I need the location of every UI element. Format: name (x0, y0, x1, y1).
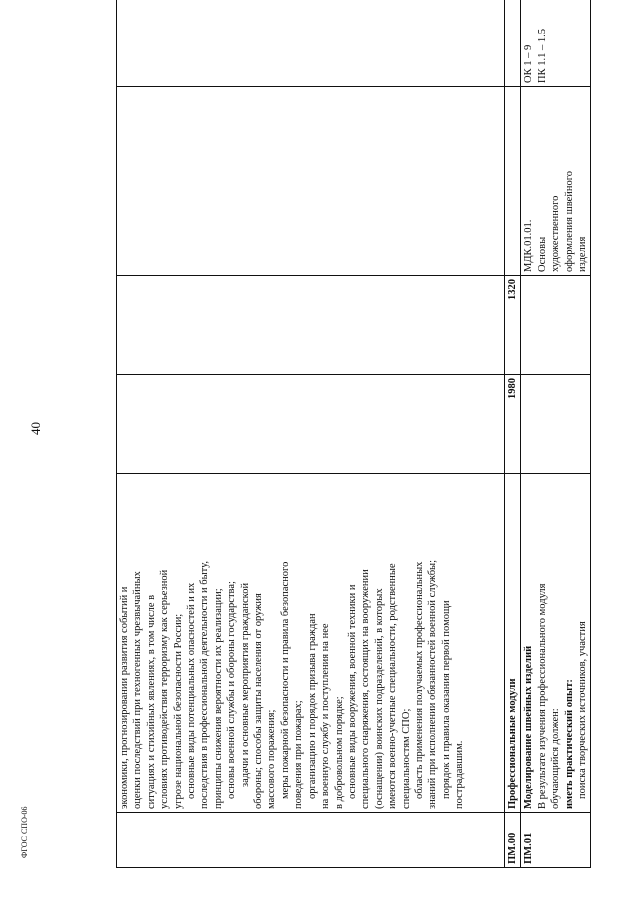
footer-code: ФГОС СПО-06 (20, 806, 29, 858)
pm00-code: ПМ.00 (505, 813, 521, 868)
content-line: обучающийся должен: (550, 708, 562, 809)
content-line: знаний при исполнении обязанностей военной службы; (427, 559, 439, 809)
content-line: в добровольном порядке; (333, 696, 345, 809)
content-line: принципы снижения вероятности их реализации; (212, 588, 224, 809)
content-line: организацию и порядок призыва граждан (306, 613, 318, 799)
pm00-hours-class: 1320 (505, 276, 521, 375)
table-row-top (117, 0, 505, 868)
pm00-title: Профессиональные модули (505, 474, 521, 813)
content-line: пострадавшим. (454, 740, 466, 809)
content-line: основные виды вооружения, военной техники и (346, 584, 358, 799)
content-line: имеются военно-учетные специальности, родственные (387, 563, 399, 809)
content-line: ситуациях и стихийных явлениях, в том числе в (145, 594, 157, 809)
content-line: порядок и правила оказания первой помощи (440, 600, 452, 799)
pm01-subhead: иметь практический опыт: (563, 679, 575, 809)
pm00-competencies (505, 0, 521, 87)
content-line: задачи и основные мероприятия гражданской (239, 582, 251, 787)
content-line: последствия в профессиональной деятельности и быту, (199, 561, 211, 809)
table-cell-hours-max (117, 375, 505, 474)
mdk-line: МДК.01.01. (523, 219, 535, 272)
content-line: специального снаряжения, состоящих на вооружении (360, 569, 372, 809)
content-line: В результате изучения профессионального модуля (536, 583, 548, 809)
table-cell-code (117, 813, 505, 868)
pm01-competencies (521, 0, 591, 87)
pm00-hours-max: 1980 (505, 375, 521, 474)
content-line: угрозе национальной безопасности России; (172, 613, 184, 809)
table-cell-mdk (117, 87, 505, 276)
table-cell-competencies (117, 0, 505, 87)
pm01-content (521, 474, 591, 813)
content-line: условиях противодействия терроризму как серьезной (159, 569, 171, 809)
competency-line: ПК 1.1 – 1.5 (536, 29, 548, 83)
content-line: на военную службу и поступления на нее (320, 623, 332, 809)
content-line: обороны; способы защиты населения от оружия (253, 593, 265, 809)
content-line: специальностям СПО; (400, 708, 412, 809)
content-line: массового поражения; (266, 709, 278, 809)
content-line: экономики, прогнозировании развития событий и (119, 586, 130, 809)
table-row-pm01 (521, 0, 591, 868)
content-line: основные виды потенциальных опасностей и их (186, 582, 198, 799)
curriculum-table (116, 0, 591, 868)
page-number: 40 (28, 422, 43, 435)
table-cell-hours-class (117, 276, 505, 375)
pm01-hours-max (521, 375, 591, 474)
content-line: основы военной службы и обороны государства; (226, 581, 238, 799)
pm00-mdk (505, 87, 521, 276)
pm01-mdk (521, 87, 591, 276)
mdk-line: изделия (577, 236, 589, 272)
content-line: поведения при пожарах; (293, 700, 305, 809)
table-cell-content (117, 474, 505, 813)
content-line: оценки последствий при техногенных чрезвычайных (132, 571, 144, 809)
content-line: (оснащении) воинских подразделений, в которых (373, 588, 385, 809)
content-line: поиска творческих источников, участия (577, 621, 589, 799)
mdk-line: оформления швейного (563, 170, 575, 272)
content-line: меры пожарной безопасности и правила безопасного (279, 561, 291, 799)
pm01-title: Моделирование швейных изделий (523, 645, 535, 809)
pm01-code: ПМ.01 (521, 813, 591, 868)
pm01-hours-class (521, 276, 591, 375)
mdk-line: Основы (536, 236, 548, 272)
table-row-pm00 (505, 0, 521, 868)
curriculum-table-wrapper (116, 28, 589, 868)
content-line: область применения получаемых профессиональных (413, 561, 425, 799)
mdk-line: художественного (550, 195, 562, 272)
competency-line: ОК 1 – 9 (523, 44, 535, 83)
